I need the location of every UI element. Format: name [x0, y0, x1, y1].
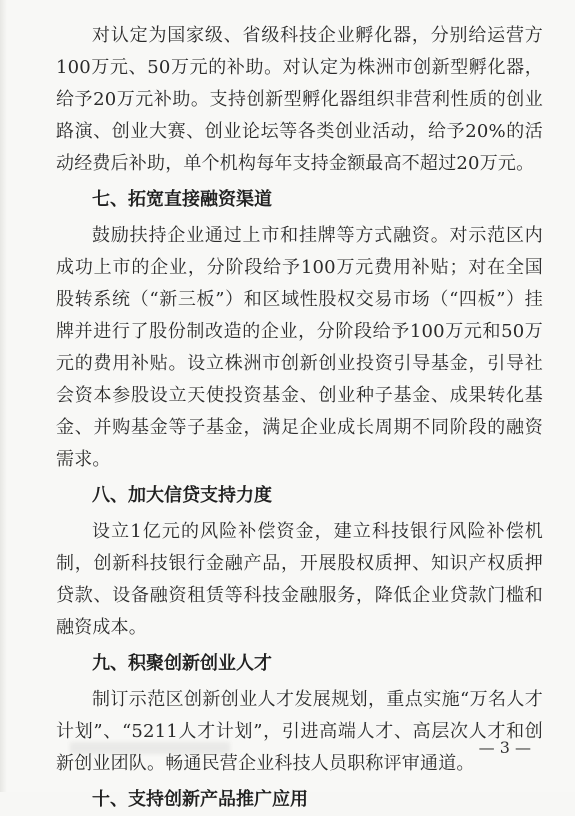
section-heading-9: 九、积聚创新创业人才 [92, 653, 272, 674]
page-number: — 3 — [478, 738, 531, 757]
paragraph-talent: 制订示范区创新创业人才发展规划，重点实施“万名人才计划”、“5211人才计划”，引进高端人才、高层次人才和创新创业团队。畅通民营企业科技人员职称评审通道。 [56, 689, 543, 774]
page-shadow [0, 0, 7, 792]
paragraph-incubator-support: 对认定为国家级、省级科技企业孵化器，分别给运营方100万元、50万元的补助。对认定为株洲市创新型孵化器，给予20万元补助。支持创新型孵化器组织非营利性质的创业路演、创业大赛、创业论坛等各类创业活动，给予20%的活动经费后补助，单个机构每年支持金额最高不超过20万元。 [56, 25, 543, 174]
paragraph-direct-financing: 鼓励扶持企业通过上市和挂牌等方式融资。对示范区内成功上市的企业，分阶段给予100万元费用补贴；对在全国股转系统（“新三板”）和区域性股权交易市场（“四板”）挂牌并进行了股份制改造的企业，分阶段给予100万元和50万元的费用补贴。设立株洲市创新创业投资引导基金，引导社会资本参股设立天使投资基金、创业种子基金、成果转化基金、并购基金等子基金，满足企业成长周期不同阶段的融资需求。 [56, 225, 543, 470]
paragraph-credit-support: 设立1亿元的风险补偿资金，建立科技银行风险补偿机制，创新科技银行金融产品，开展股权质押、知识产权质押贷款、设备融资租赁等科技金融服务，降低企业贷款门槛和融资成本。 [56, 521, 543, 638]
section-heading-8: 八、加大信贷支持力度 [92, 485, 272, 506]
section-heading-10: 十、支持创新产品推广应用 [92, 789, 308, 810]
scan-artifact [70, 742, 230, 754]
document-content [56, 20, 543, 816]
section-heading-7: 七、拓宽直接融资渠道 [92, 189, 272, 210]
